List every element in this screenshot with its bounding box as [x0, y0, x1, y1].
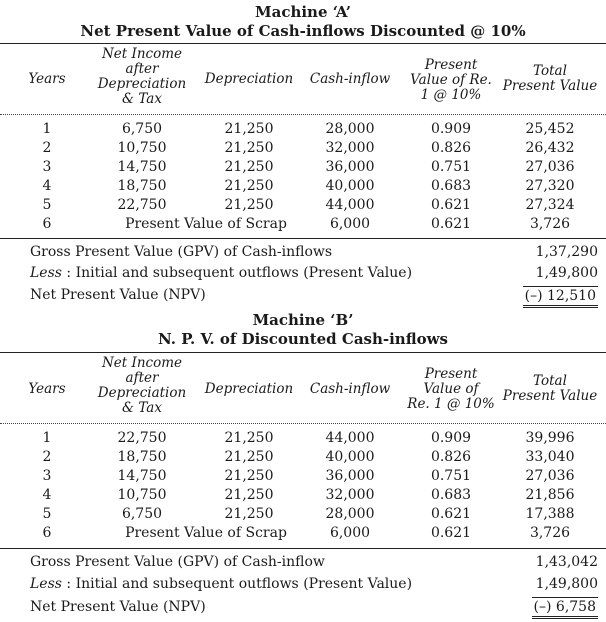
machine-a-title: Machine ‘A’: [255, 3, 351, 21]
header-net-income: [92, 47, 192, 107]
0-cell: Present: [424, 366, 478, 382]
1-cell: after: [125, 61, 159, 77]
cash-inflow-cell: 6,000: [329, 525, 371, 541]
cash-inflow-cell: 32,000: [325, 140, 375, 156]
depreciation-cell: 21,250: [224, 140, 274, 156]
pv-cell: 0.621: [430, 525, 472, 541]
cash-inflow-cell: 40,000: [325, 449, 375, 465]
pv-cell: 0.909: [430, 430, 472, 446]
outflow-label: [30, 575, 412, 593]
outflow-value: 1,49,800: [535, 576, 598, 592]
header-depreciation: Depreciation: [204, 71, 294, 87]
total-cell: 27,036: [525, 468, 575, 484]
net-income-cell: 6,750: [121, 121, 163, 137]
gpv-label: Gross Present Value (GPV) of Cash-inflow: [30, 554, 325, 570]
npv-label: Net Present Value (NPV): [30, 287, 206, 303]
pv-cell: 0.826: [430, 449, 472, 465]
total-cell: 27,036: [525, 159, 575, 175]
depreciation-cell: 21,250: [224, 121, 274, 137]
net-income-cell: 22,750: [117, 197, 167, 213]
header-pv-factor: [402, 58, 500, 103]
year-cell: 6: [42, 525, 52, 541]
gpv-value: 1,43,042: [535, 554, 598, 570]
less-word-cell: Less: [30, 576, 62, 592]
year-cell: 3: [42, 468, 52, 484]
machine-b-subtitle: N. P. V. of Discounted Cash-inflows: [158, 330, 448, 348]
year-cell: 3: [42, 159, 52, 175]
depreciation-cell: 21,250: [224, 159, 274, 175]
table-a-body-rule: [0, 238, 606, 239]
cash-inflow-cell: 6,000: [329, 216, 371, 232]
net-income-cell: 22,750: [117, 430, 167, 446]
year-cell: 4: [42, 487, 52, 503]
npv-cell: (–) 6,758: [532, 597, 598, 619]
depreciation-cell: 21,250: [224, 449, 274, 465]
2-cell: Re. 1 @ 10%: [407, 396, 495, 412]
header-years: Years: [28, 381, 66, 397]
table-a-header-rule: [0, 114, 606, 115]
table-a-top-rule: [0, 43, 606, 44]
gpv-label: Gross Present Value (GPV) of Cash-inflows: [30, 244, 333, 260]
year-cell: 1: [42, 430, 52, 446]
cash-inflow-cell: 28,000: [325, 121, 375, 137]
cash-inflow-cell: 32,000: [325, 487, 375, 503]
gpv-value: 1,37,290: [535, 244, 598, 260]
1-cell: Present Value: [502, 78, 598, 94]
cash-inflow-cell: 44,000: [325, 197, 375, 213]
depreciation-cell: 21,250: [224, 468, 274, 484]
2-cell: 1 @ 10%: [420, 87, 482, 103]
total-cell: 17,388: [525, 506, 575, 522]
0-cell: Total: [533, 373, 567, 389]
total-cell: 25,452: [525, 121, 575, 137]
header-years: Years: [28, 71, 66, 87]
cash-inflow-cell: 36,000: [325, 468, 375, 484]
npv-value: [507, 286, 602, 308]
total-cell: 3,726: [529, 525, 571, 541]
net-income-cell: 10,750: [117, 140, 167, 156]
label-cell: Present Value of Scrap: [125, 216, 287, 232]
1-cell: Value of: [423, 381, 479, 397]
year-cell: 2: [42, 449, 52, 465]
pv-cell: 0.683: [430, 487, 472, 503]
year-cell: 1: [42, 121, 52, 137]
cash-inflow-cell: 28,000: [325, 506, 375, 522]
year-cell: 5: [42, 506, 52, 522]
1-cell: Value of Re.: [410, 72, 492, 88]
net-income-cell: 14,750: [117, 468, 167, 484]
3-cell: & Tax: [122, 91, 162, 107]
year-cell: 5: [42, 197, 52, 213]
total-cell: 39,996: [525, 430, 575, 446]
depreciation-cell: 21,250: [224, 178, 274, 194]
label-cell: Present Value of Scrap: [125, 525, 287, 541]
depreciation-cell: 21,250: [224, 506, 274, 522]
pv-cell: 0.621: [430, 506, 472, 522]
total-cell: 27,324: [525, 197, 575, 213]
year-cell: 6: [42, 216, 52, 232]
pv-cell: 0.751: [430, 468, 472, 484]
pv-cell: 0.751: [430, 159, 472, 175]
outflow-label-cell: : Initial and subsequent outflows (Present Value): [61, 576, 413, 592]
table-b-header-rule: [0, 423, 606, 424]
machine-a-subtitle: Net Present Value of Cash-inflows Discounted @ 10%: [80, 22, 526, 40]
outflow-value: 1,49,800: [535, 265, 598, 281]
header-cash-inflow: Cash-inflow: [309, 71, 391, 87]
1-cell: Present Value: [502, 388, 598, 404]
net-income-cell: 18,750: [117, 178, 167, 194]
0-cell: Total: [533, 63, 567, 79]
year-cell: 2: [42, 140, 52, 156]
header-pv-factor: [402, 367, 500, 412]
header-depreciation: Depreciation: [204, 381, 294, 397]
3-cell: & Tax: [122, 400, 162, 416]
table-b-body-rule: [0, 548, 606, 549]
total-cell: 27,320: [525, 178, 575, 194]
0-cell: Present: [424, 57, 478, 73]
depreciation-cell: 21,250: [224, 430, 274, 446]
total-cell: 26,432: [525, 140, 575, 156]
pv-cell: 0.909: [430, 121, 472, 137]
header-net-income: [92, 356, 192, 416]
outflow-label: [30, 264, 412, 282]
net-income-cell: 14,750: [117, 159, 167, 175]
npv-cell: (–) 12,510: [523, 286, 598, 308]
net-income-cell: 18,750: [117, 449, 167, 465]
0-cell: Net Income: [101, 46, 183, 62]
cash-inflow-cell: 36,000: [325, 159, 375, 175]
total-cell: 21,856: [525, 487, 575, 503]
header-total-pv: [495, 374, 605, 404]
2-cell: Depreciation: [97, 76, 187, 92]
pv-cell: 0.621: [430, 197, 472, 213]
npv-label: Net Present Value (NPV): [30, 599, 206, 615]
year-cell: 4: [42, 178, 52, 194]
pv-cell: 0.826: [430, 140, 472, 156]
outflow-label-cell: : Initial and subsequent outflows (Present Value): [61, 265, 413, 281]
cash-inflow-cell: 40,000: [325, 178, 375, 194]
1-cell: after: [125, 370, 159, 386]
0-cell: Net Income: [101, 355, 183, 371]
net-income-cell: 10,750: [117, 487, 167, 503]
npv-value: [516, 597, 602, 619]
total-cell: 33,040: [525, 449, 575, 465]
cash-inflow-cell: 44,000: [325, 430, 375, 446]
header-total-pv: [495, 64, 605, 94]
total-cell: 3,726: [529, 216, 571, 232]
pv-cell: 0.621: [430, 216, 472, 232]
table-b-top-rule: [0, 352, 606, 353]
net-income-cell: 6,750: [121, 506, 163, 522]
machine-b-title: Machine ‘B’: [252, 311, 354, 329]
depreciation-cell: 21,250: [224, 197, 274, 213]
2-cell: Depreciation: [97, 385, 187, 401]
header-cash-inflow: Cash-inflow: [309, 381, 391, 397]
less-word-cell: Less: [30, 265, 62, 281]
pv-cell: 0.683: [430, 178, 472, 194]
depreciation-cell: 21,250: [224, 487, 274, 503]
